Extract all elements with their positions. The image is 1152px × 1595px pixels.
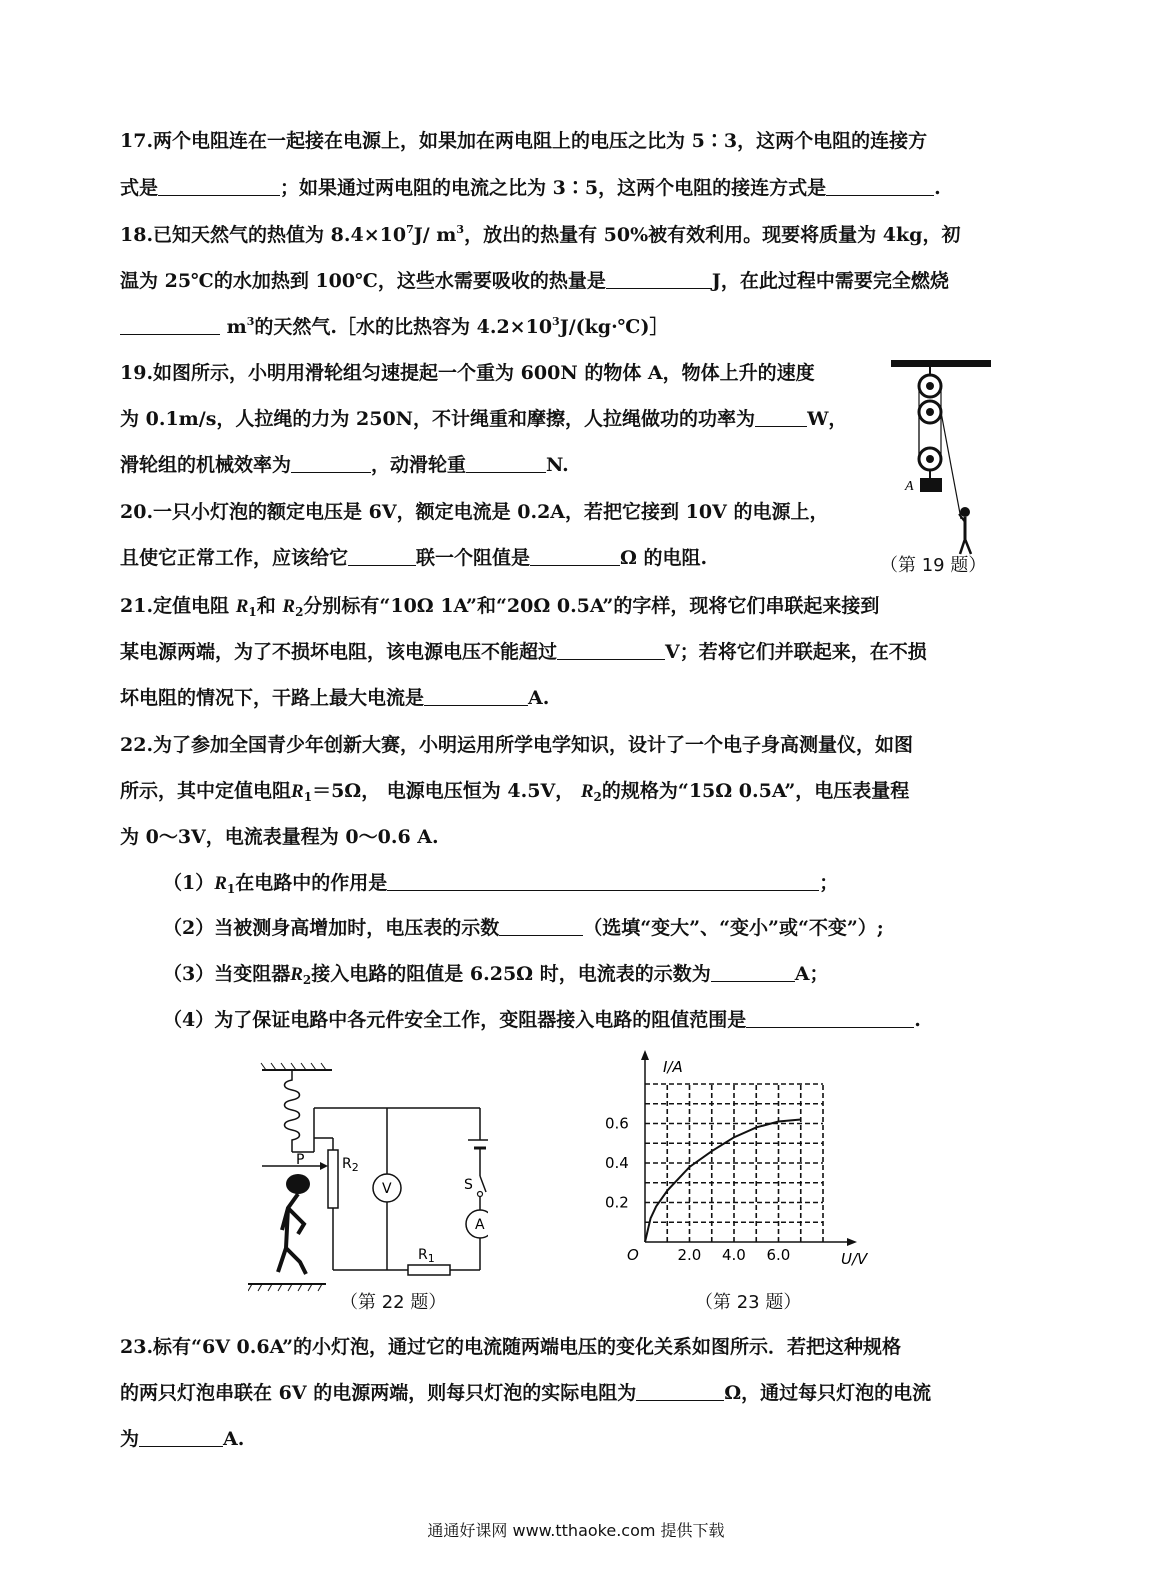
r1-label: $R_1$ (418, 1247, 435, 1265)
q20-blank-2[interactable] (530, 545, 620, 566)
q22-part-4: （4）为了保证电路中各元件安全工作，变阻器接入电路的阻值范围是 . (163, 1009, 921, 1031)
q20-line-2: 且使它正常工作，应该给它 联一个阻值是 Ω 的电阻. (120, 547, 708, 569)
q22-line-2: 所示，其中定值电阻$R_1=5\Omega$， 电源电压恒为 4.5V， $R_2$的规格为“15Ω 0.5A”，电压表量程 (120, 780, 910, 804)
q22-part-2: （2）当被测身高增加时，电压表的示数 （选填“变大”、“变小”或“不变”）; (163, 917, 884, 939)
y-tick-label: 0.2 (605, 1193, 629, 1212)
q22-blank-1[interactable] (387, 870, 819, 891)
pulley-figure (885, 354, 1005, 564)
q18-line-2: 温为 25℃的水加热到 100℃，这些水需要吸收的热量是 J，在此过程中需要完全燃烧 (120, 270, 949, 292)
q17-blank-2[interactable] (826, 175, 934, 196)
person-body (278, 1194, 306, 1274)
voltmeter-label: V (382, 1181, 392, 1197)
q19-line-1: 19.如图所示，小明用滑轮组匀速提起一个重为 600N 的物体 A，物体上升的速度 (120, 362, 815, 384)
q19-line-2: 为 0.1m/s，人拉绳的力为 250N，不计绳重和摩擦，人拉绳做功的功率为 W， (120, 408, 848, 430)
q18-blank-2[interactable] (120, 314, 220, 335)
q23-line-1: 23.标有“6V 0.6A”的小灯泡，通过它的电流随两端电压的变化关系如图所示．若把这种规格 (120, 1336, 902, 1358)
q23-line-2: 的两只灯泡串联在 6V 的电源两端，则每只灯泡的实际电阻为 Ω，通过每只灯泡的电流 (120, 1382, 932, 1404)
q17-line-2: 式是 ；如果通过两电阻的电流之比为 3∶5，这两个电阻的接连方式是 . (120, 177, 941, 199)
q21-line-3: 坏电阻的情况下，干路上最大电流是 A. (120, 687, 550, 709)
switch-label: S (464, 1177, 473, 1193)
q23-caption: （第 23 题） (695, 1292, 802, 1313)
q17-blank-1[interactable] (158, 175, 280, 196)
x-tick-label: 2.0 (677, 1246, 702, 1264)
q23-blank-1[interactable] (636, 1380, 724, 1401)
q19-caption: （第 19 题） (880, 555, 987, 576)
person-head (960, 507, 970, 517)
object-a-label: A (905, 479, 914, 494)
q22-caption: （第 22 题） (340, 1292, 447, 1313)
r2-label: $R_2$ (342, 1156, 359, 1174)
object-a (920, 478, 942, 492)
q18-line-1: 18.已知天然气的热值为 $8.4\times 10^7J/$ $m^3$，放出的热量有 50%被有效利用。现要将质量为 4kg，初 (120, 223, 961, 246)
spring (285, 1070, 300, 1152)
resistor-r1 (408, 1265, 450, 1275)
q18-line-3: $m^3$的天然气.［水的比热容为 $4.2\times 10^3J/(kg\cdot℃)]$ (120, 313, 668, 341)
y-axis-label: I/A (663, 1058, 683, 1076)
y-axis-arrow (641, 1050, 649, 1060)
q21-blank-1[interactable] (557, 639, 665, 660)
q20-line-1: 20.一只小灯泡的额定电压是 6V，额定电流是 0.2A，若把它接到 10V 的电源上， (120, 501, 829, 523)
rheostat-r2 (328, 1150, 338, 1208)
q21-blank-2[interactable] (424, 685, 528, 706)
origin-label: O (627, 1246, 639, 1264)
slider-label: P (296, 1152, 305, 1168)
ceiling-beam (891, 360, 991, 367)
q19-blank-3[interactable] (466, 452, 546, 473)
ammeter-label: A (475, 1217, 485, 1233)
circuit-figure (248, 1058, 488, 1298)
q23-blank-2[interactable] (139, 1426, 223, 1447)
q21-line-2: 某电源两端，为了不损坏电阻，该电源电压不能超过 V；若将它们并联起来，在不损 (120, 641, 927, 663)
q20-blank-1[interactable] (348, 545, 416, 566)
q22-line-3: 为 0～3V，电流表量程为 0～0.6 A. (120, 826, 439, 848)
x-axis-arrow (847, 1238, 857, 1246)
q22-blank-3[interactable] (711, 961, 795, 982)
q19-blank-2[interactable] (291, 452, 371, 473)
y-tick-label: 0.6 (605, 1114, 629, 1133)
q19-line-3: 滑轮组的机械效率为 ，动滑轮重 N. (120, 454, 569, 476)
q22-line-1: 22.为了参加全国青少年创新大赛，小明运用所学电学知识，设计了一个电子身高测量仪，如图 (120, 734, 914, 756)
q21-line-1: 21.定值电阻 $R_1$和 $R_2$分别标有“10Ω 1A”和“20Ω 0.5A”的字样，现将它们串联起来接到 (120, 595, 880, 619)
q22-blank-4[interactable] (746, 1007, 914, 1028)
q19-blank-1[interactable] (755, 406, 807, 427)
x-tick-label: 6.0 (766, 1246, 791, 1264)
x-tick-label: 4.0 (722, 1246, 746, 1264)
x-axis-label: U/V (841, 1250, 868, 1268)
q22-part-3: （3）当变阻器$R_2$接入电路的阻值是 6.25Ω 时，电流表的示数为 A； (163, 963, 829, 987)
person-head (286, 1174, 310, 1194)
q17-line-1: 17.两个电阻连在一起接在电源上，如果加在两电阻上的电压之比为 5∶3，这两个电阻的连接方 (120, 130, 928, 152)
q23-line-3: 为 A. (120, 1428, 245, 1450)
q22-blank-2[interactable] (499, 915, 583, 936)
footer: 通通好课网 www.tthaoke.com 提供下载 (427, 1521, 725, 1540)
switch (480, 1176, 486, 1192)
q22-part-1: $(1)R_1$在电路中的作用是 ； (163, 872, 839, 896)
y-tick-label: 0.4 (605, 1154, 629, 1172)
iv-chart (600, 1050, 880, 1275)
q18-blank-1[interactable] (606, 268, 712, 289)
pull-rope (941, 412, 961, 519)
iv-curve (645, 1120, 801, 1242)
